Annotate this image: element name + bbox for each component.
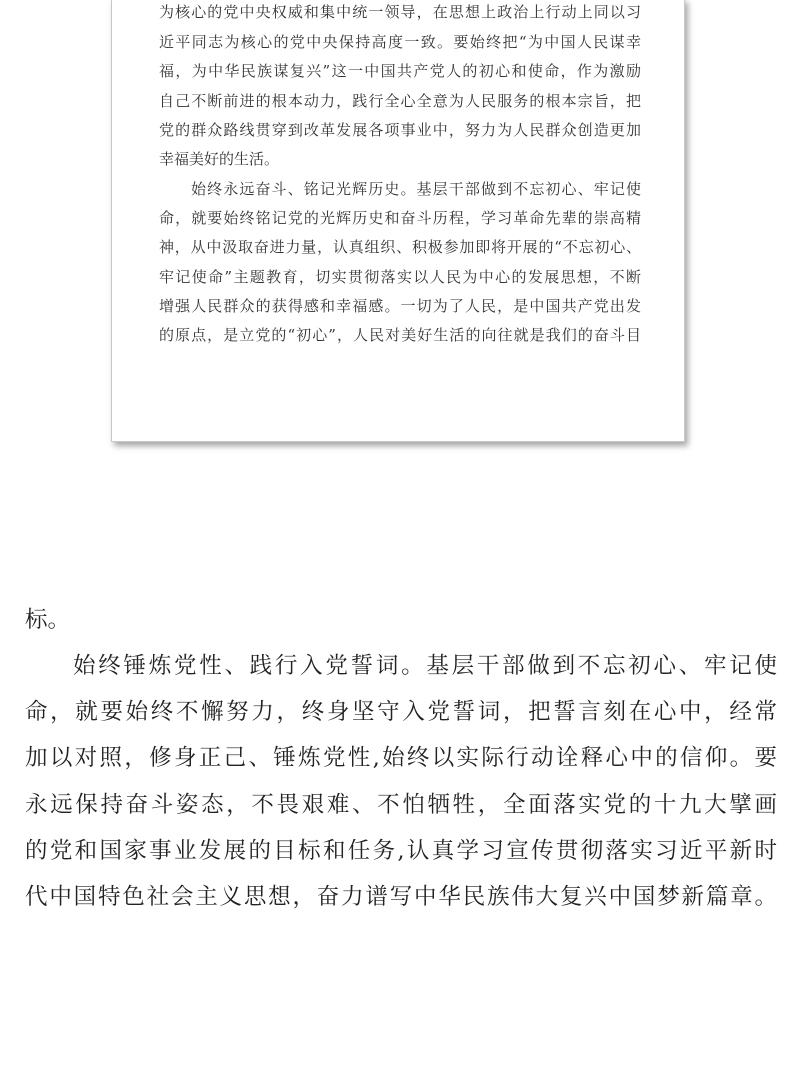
page-text-line: 福，为中华民族谋复兴”这一中国共产党人的初心和使命，作为激励 bbox=[159, 62, 641, 80]
page-text-line: 神，从中汲取奋进力量，认真组织、积极参加即将开展的“不忘初心、 bbox=[159, 238, 641, 256]
body-text-line: 始终锤炼党性、践行入党誓词。基层干部做到不忘初心、牢记使 bbox=[73, 653, 777, 679]
page-text-line: 牢记使命”主题教育，切实贯彻落实以人民为中心的发展思想，不断 bbox=[159, 268, 641, 286]
page-text-line: 为核心的党中央权威和集中统一领导，在思想上政治上行动上同以习 bbox=[159, 3, 641, 21]
document-page-preview bbox=[111, 0, 685, 442]
page-text-line: 始终永远奋斗、铭记光辉历史。基层干部做到不忘初心、牢记使 bbox=[191, 180, 641, 198]
body-text-line: 永远保持奋斗姿态，不畏艰难、不怕牺牲，全面落实党的十九大擘画 bbox=[25, 792, 777, 818]
page-text-line: 的原点，是立党的“初心”，人民对美好生活的向往就是我们的奋斗目 bbox=[159, 326, 641, 344]
page-text-line: 自己不断前进的根本动力，践行全心全意为人民服务的根本宗旨，把 bbox=[159, 92, 641, 110]
page-text-line: 近平同志为核心的党中央保持高度一致。要始终把“为中国人民谋幸 bbox=[159, 33, 641, 51]
body-text-line: 的党和国家事业发展的目标和任务,认真学习宣传贯彻落实习近平新时 bbox=[25, 838, 777, 864]
body-text-line: 加以对照，修身正己、锤炼党性,始终以实际行动诠释心中的信仰。要 bbox=[25, 745, 777, 771]
page-text-line: 幸福美好的生活。 bbox=[159, 150, 280, 168]
body-text-line: 代中国特色社会主义思想，奋力谱写中华民族伟大复兴中国梦新篇章。 bbox=[25, 884, 777, 910]
body-text-line: 命，就要始终不懈努力，终身坚守入党誓词，把誓言刻在心中，经常 bbox=[25, 699, 777, 725]
page-text-line: 命，就要始终铭记党的光辉历史和奋斗历程，学习革命先辈的崇高精 bbox=[159, 209, 641, 227]
page-text-line: 党的群众路线贯穿到改革发展各项事业中，努力为人民群众创造更加 bbox=[159, 121, 641, 139]
body-text-line: 标。 bbox=[25, 607, 71, 633]
page-text-line: 增强人民群众的获得感和幸福感。一切为了人民，是中国共产党出发 bbox=[159, 297, 641, 315]
